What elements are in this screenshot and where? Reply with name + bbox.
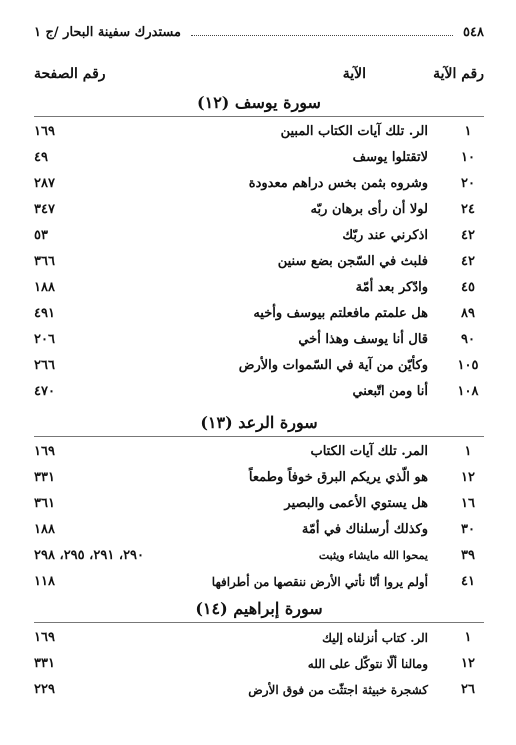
verse-text: وشروه بثمن بخس دراهم معدودة [248, 176, 428, 191]
running-head [34, 22, 484, 42]
section-divider [34, 116, 484, 117]
index-row [34, 147, 484, 169]
section-divider [34, 622, 484, 623]
page-reference: ٤٩١ [34, 306, 55, 321]
column-headers [34, 66, 484, 86]
verse-number: ١ [464, 444, 472, 459]
page-reference: ١٨٨ [34, 280, 55, 295]
verse-text: الر. كتاب أنزلناه إليك [322, 631, 428, 645]
section-divider [34, 436, 484, 437]
index-row [34, 441, 484, 463]
verse-number: ١٦ [461, 496, 475, 511]
page-reference: ٣٦١ [34, 496, 55, 511]
page-reference: ١٨٨ [34, 522, 55, 537]
index-row [34, 329, 484, 351]
index-row [34, 355, 484, 377]
verse-text: وادّكر بعد أمّة [355, 280, 428, 295]
verse-text: هل علمتم مافعلتم بيوسف وأخيه [253, 306, 428, 321]
verse-number: ١٠ [461, 150, 475, 165]
index-row [34, 381, 484, 403]
verse-number: ٤٥ [461, 280, 475, 295]
verse-number: ١٢ [461, 470, 475, 485]
verse-number: ٨٩ [461, 306, 475, 321]
surah-title: سورة يوسف (١٢) [197, 93, 321, 112]
index-row [34, 467, 484, 489]
header-dotted-leader [191, 29, 453, 36]
verse-number: ١ [464, 630, 472, 645]
verse-text: لولا أن رأى برهان ربّه [310, 202, 428, 217]
verse-text: ومالنا ألّا نتوكّل على الله [307, 657, 428, 671]
verse-number: ٢٦ [461, 682, 475, 697]
surah-heading [34, 412, 484, 434]
verse-number: ١ [464, 124, 472, 139]
index-row [34, 173, 484, 195]
page-reference: ١١٨ [34, 574, 55, 589]
verse-number: ٩٠ [461, 332, 475, 347]
page-reference: ٢٦٦ [34, 358, 55, 373]
page-reference: ٣٣١ [34, 470, 55, 485]
index-row [34, 519, 484, 541]
index-row [34, 653, 484, 675]
page-reference: ١٦٩ [34, 444, 55, 459]
page-reference: ٣٤٧ [34, 202, 55, 217]
verse-text: وكذلك أرسلناك في أمّة [301, 522, 428, 537]
page-reference: ٢٢٩ [34, 682, 55, 697]
surah-title: سورة إبراهيم (١٤) [195, 599, 323, 618]
page-reference: ٥٣ [34, 228, 48, 243]
index-row [34, 121, 484, 143]
verse-number: ٤٢ [461, 254, 475, 269]
verse-text: أنا ومن اتّبعني [352, 384, 428, 399]
verse-text: يمحوا الله مايشاء ويثبت [318, 549, 428, 562]
page-reference: ٢٠٦ [34, 332, 55, 347]
page-reference: ٤٩ [34, 150, 48, 165]
verse-number: ٤٢ [461, 228, 475, 243]
column-header-verse: الآية [342, 66, 366, 82]
page-reference: ٣٣١ [34, 656, 55, 671]
index-row [34, 493, 484, 515]
index-row [34, 571, 484, 593]
surah-heading [34, 598, 484, 620]
verse-number: ٣٩ [461, 548, 475, 563]
index-row [34, 199, 484, 221]
verse-number: ١٠٥ [457, 358, 479, 373]
book-title: مستدرك سفينة البحار /ج ١ [34, 24, 181, 40]
index-row [34, 251, 484, 273]
verse-text: اذكرني عند ربّك [342, 228, 428, 243]
page-reference: ٢٩٠، ٢٩١، ٢٩٥، ٢٩٨ [34, 548, 145, 563]
verse-text: كشجرة خبيثة اجتثّت من فوق الأرض [248, 683, 428, 697]
page-number: ٥٤٨ [463, 24, 484, 40]
page-reference: ١٦٩ [34, 630, 55, 645]
verse-text: أولم يروا أنّا نأتي الأرض ننقصها من أطرافها [211, 575, 428, 589]
index-row [34, 627, 484, 649]
index-row [34, 277, 484, 299]
surah-title: سورة الرعد (١٣) [200, 413, 318, 432]
verse-text: الر. تلك آيات الكتاب المبين [280, 124, 428, 139]
page-reference: ٤٧٠ [34, 384, 55, 399]
page-reference: ١٦٩ [34, 124, 55, 139]
index-row [34, 225, 484, 247]
verse-text: وكأيّن من آية في السّموات والأرض [238, 358, 428, 373]
column-header-page-number: رقم الصفحة [34, 66, 106, 82]
verse-text: المر. تلك آيات الكتاب [310, 444, 428, 459]
index-row [34, 545, 484, 567]
verse-number: ٣٠ [461, 522, 475, 537]
verse-number: ٢٠ [461, 176, 475, 191]
surah-heading [34, 92, 484, 114]
index-row [34, 679, 484, 701]
verse-number: ١٢ [461, 656, 475, 671]
verse-text: لاتقتلوا يوسف [352, 150, 428, 165]
index-row [34, 303, 484, 325]
page-reference: ٣٦٦ [34, 254, 55, 269]
verse-text: هو الّذي يريكم البرق خوفاً وطمعاً [248, 470, 428, 485]
verse-text: قال أنا يوسف وهذا أخي [298, 332, 428, 347]
column-header-verse-number: رقم الآية [433, 66, 484, 82]
page-reference: ٢٨٧ [34, 176, 55, 191]
verse-text: هل يستوي الأعمى والبصير [284, 496, 428, 511]
verse-number: ٢٤ [461, 202, 475, 217]
verse-number: ١٠٨ [457, 384, 479, 399]
verse-text: فلبث في السّجن بضع سنين [277, 254, 428, 269]
verse-number: ٤١ [461, 574, 475, 589]
